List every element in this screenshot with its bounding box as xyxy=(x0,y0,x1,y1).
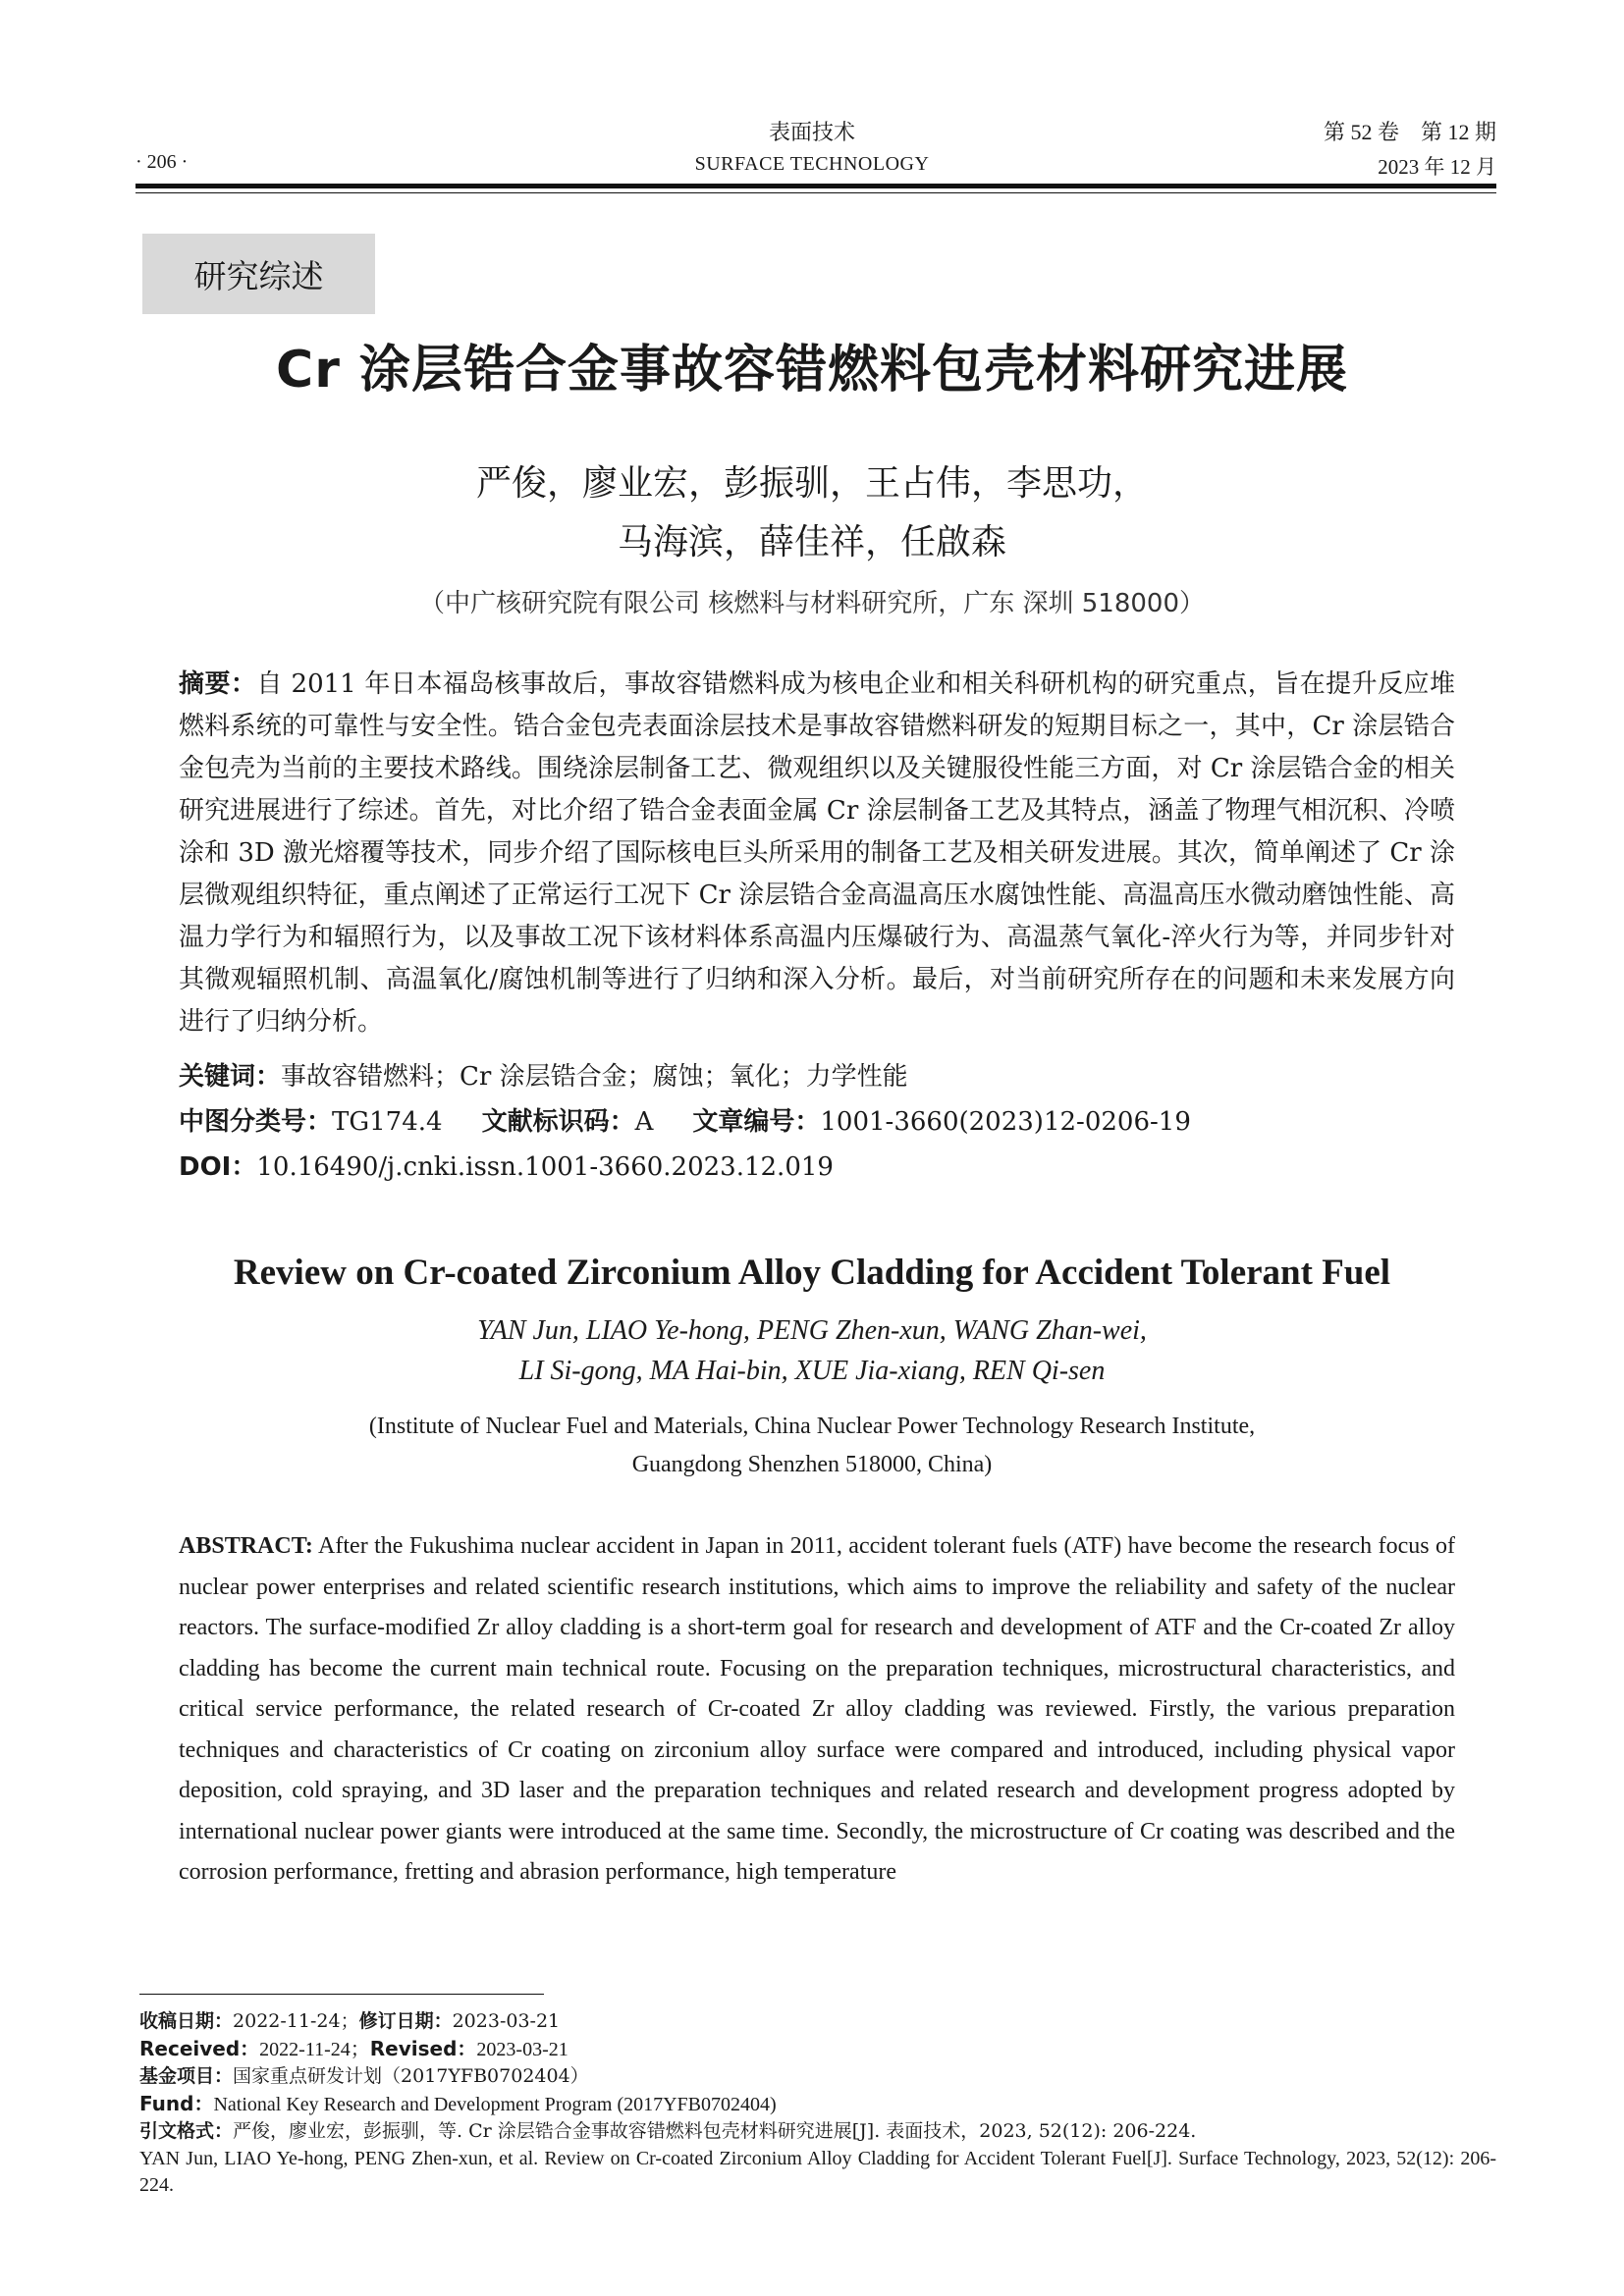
revised-cn-label: 修订日期： xyxy=(358,2010,453,2032)
header-rule-thin xyxy=(135,192,1496,193)
keywords-cn-label: 关键词： xyxy=(179,1062,282,1092)
fund-en xyxy=(139,2091,1496,2118)
received-cn xyxy=(139,2008,1496,2035)
citation-cn-value: 严俊，廖业宏，彭振驯，等. Cr 涂层锆合金事故容错燃料包壳材料研究进展[J]. 表面技术，2023, 52(12): 206-224. xyxy=(233,2120,1197,2142)
fund-cn xyxy=(139,2063,1496,2090)
doi-label: DOI： xyxy=(179,1152,257,1182)
citation-cn xyxy=(139,2118,1496,2145)
abstract-cn xyxy=(179,664,1455,1043)
authors-en-line1: YAN Jun, LIAO Ye-hong, PENG Zhen-xun, WANG Zhan-wei, xyxy=(477,1315,1147,1346)
doi-value[interactable]: 10.16490/j.cnki.issn.1001-3660.2023.12.019 xyxy=(256,1152,834,1182)
article-title-en: Review on Cr-coated Zirconium Alloy Cladding for Accident Tolerant Fuel xyxy=(233,1253,1391,1293)
fund-en-label: Fund： xyxy=(139,2092,214,2115)
received-en-value: 2022-11-24； xyxy=(259,2039,370,2060)
doc-code-value: A xyxy=(634,1107,654,1137)
abstract-cn-text: 自 2011 年日本福岛核事故后，事故容错燃料成为核电企业和相关科研机构的研究重点，旨在提升反应堆燃料系统的可靠性与安全性。锆合金包壳表面涂层技术是事故容错燃料研发的短期目标之一，其中，Cr 涂层锆合金包壳为当前的主要技术路线。围绕涂层制备工艺、微观组织以及关键服役性能三方面，对 Cr 涂层锆合金的相关研究进展进行了综述。首先，对比介绍了锆合金表面金属 Cr 涂层制备工艺及其特点，涵盖了物理气相沉积、冷喷涂和 3D 激光熔覆等技术，同步介绍了国际核电巨头所采用的制备工艺及相关研发进展。其次，简单阐述了 Cr 涂层微观组织特征，重点阐述了正常运行工况下 Cr 涂层锆合金高温高压水腐蚀性能、高温高压水微动磨蚀性能、高温力学行为和辐照行为，以及事故工况下该材料体系高温内压爆破行为、高温蒸气氧化-淬火行为等，并同步针对其微观辐照机制、高温氧化/腐蚀机制等进行了归纳和深入分析。最后，对当前研究所存在的问题和未来发展方向进行了归纳分析。 xyxy=(179,669,1455,1037)
clc-label: 中图分类号： xyxy=(179,1107,333,1137)
authors-cn-line1: 严俊，廖业宏，彭振驯，王占伟，李思功， xyxy=(475,463,1148,504)
authors-en-line2: LI Si-gong, MA Hai-bin, XUE Jia-xiang, REN Qi-sen xyxy=(518,1356,1106,1386)
revised-en-label: Revised： xyxy=(369,2037,477,2060)
keywords-cn-text: 事故容错燃料；Cr 涂层锆合金；腐蚀；氧化；力学性能 xyxy=(281,1062,908,1092)
citation-en: YAN Jun, LIAO Ye-hong, PENG Zhen-xun, et al. Review on Cr-coated Zirconium Alloy Cladding for Accident Tolerant Fuel[J]. Surface Technology, 2023, 52(12): 206-224. xyxy=(139,2148,1496,2196)
doc-code-label: 文献标识码： xyxy=(481,1107,635,1137)
fund-cn-value: 国家重点研发计划（2017YFB0702404） xyxy=(233,2065,589,2087)
abstract-en-text: After the Fukushima nuclear accident in Japan in 2011, accident tolerant fuels (ATF) have become the research focus of nuclear power enterprises and related scientific research institutions, which aims to improve the reliability and safety of the nuclear reactors. The surface-modified Zr alloy cladding is a short-term goal for research and development of ATF and the Cr-coated Zr alloy cladding has become the current main technical route. Focusing on the preparation techniques, microstructural characteristics, and critical service performance, the related research of Cr-coated Zr alloy cladding was reviewed. Firstly, the various preparation techniques and characteristics of Cr coating on zirconium alloy surface were compared and introduced, including physical vapor deposition, cold spraying, and 3D laser and the preparation techniques and related research and development progress adopted by international nuclear power giants were introduced at the same time. Secondly, the microstructure of Cr coating was described and the corrosion performance, fretting and abrasion performance, high temperature xyxy=(179,1533,1455,1885)
authors-cn-line2: 马海滨，薛佳祥，任啟森 xyxy=(617,522,1006,562)
article-number-label: 文章编号： xyxy=(692,1107,821,1137)
journal-title-en: SURFACE TECHNOLOGY xyxy=(694,153,930,175)
fund-en-value: National Key Research and Development Program (2017YFB0702404) xyxy=(213,2094,777,2115)
section-tag: 研究综述 xyxy=(142,234,375,314)
affiliation-en-line1: (Institute of Nuclear Fuel and Materials, China Nuclear Power Technology Research Institute, xyxy=(368,1414,1256,1439)
volume-issue: 第 52 卷 第 12 期 xyxy=(1323,120,1496,144)
article-number-value: 1001-3660(2023)12-0206-19 xyxy=(820,1107,1191,1137)
affiliation-cn: （中广核研究院有限公司 核燃料与材料研究所，广东 深圳 518000） xyxy=(418,589,1206,618)
citation-cn-label: 引文格式： xyxy=(139,2120,234,2142)
abstract-en xyxy=(179,1526,1455,1894)
received-cn-value: 2022-11-24； xyxy=(233,2010,359,2032)
classification-line xyxy=(179,1101,1191,1138)
affiliation-en-line2: Guangdong Shenzhen 518000, China) xyxy=(631,1452,993,1477)
footnote-rule xyxy=(139,1994,544,1995)
header-rule-thick xyxy=(135,184,1496,188)
journal-title-cn: 表面技术 xyxy=(768,120,855,144)
received-en xyxy=(139,2036,1496,2063)
doi-line xyxy=(179,1147,834,1183)
fund-cn-label: 基金项目： xyxy=(139,2065,234,2087)
issue-date: 2023 年 12 月 xyxy=(1378,155,1496,179)
received-cn-label: 收稿日期： xyxy=(139,2010,234,2032)
abstract-en-label: ABSTRACT: xyxy=(179,1533,313,1559)
clc-value: TG174.4 xyxy=(332,1107,443,1137)
revised-cn-value: 2023-03-21 xyxy=(452,2010,561,2032)
abstract-cn-label: 摘要： xyxy=(179,669,257,699)
revised-en-value: 2023-03-21 xyxy=(476,2039,568,2060)
keywords-cn xyxy=(179,1056,908,1093)
article-title-cn: Cr 涂层锆合金事故容错燃料包壳材料研究进展 xyxy=(276,341,1348,400)
received-en-label: Received： xyxy=(139,2037,260,2060)
page-number: · 206 · xyxy=(135,151,189,173)
